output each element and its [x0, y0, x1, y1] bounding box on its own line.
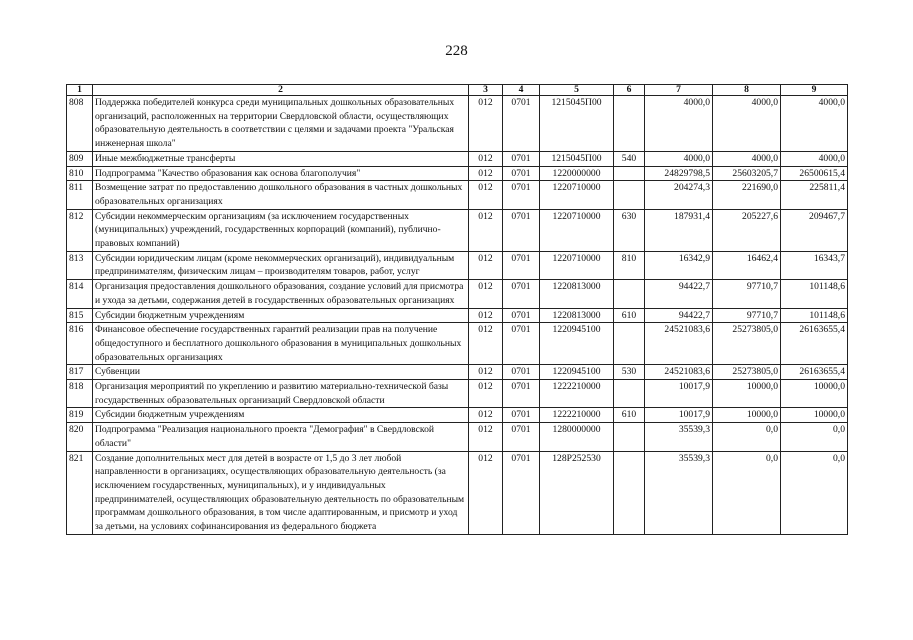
amount-col-8: 16462,4	[713, 251, 781, 279]
admin-code: 012	[469, 96, 503, 152]
amount-col-9: 16343,7	[781, 251, 848, 279]
target-article-code: 1220000000	[540, 166, 614, 181]
admin-code: 012	[469, 451, 503, 534]
header-cell-9: 9	[781, 85, 848, 96]
table-row	[67, 166, 848, 181]
amount-col-8: 4000,0	[713, 151, 781, 166]
row-number: 813	[67, 251, 93, 279]
amount-col-9: 26163655,4	[781, 323, 848, 365]
table-row	[67, 408, 848, 423]
section-code: 0701	[503, 280, 540, 308]
expense-type-code: 810	[614, 251, 645, 279]
expense-type-code	[614, 166, 645, 181]
expense-type-code: 630	[614, 209, 645, 251]
row-name: Субсидии юридическим лицам (кроме некоммерческих организаций), индивидуальным предпринимателям, физическим лицам – производителям товаров, работ, услуг	[93, 251, 469, 279]
target-article-code: 1222210000	[540, 408, 614, 423]
admin-code: 012	[469, 151, 503, 166]
target-article-code: 1220945100	[540, 365, 614, 380]
expense-type-code: 540	[614, 151, 645, 166]
header-row	[67, 85, 848, 96]
admin-code: 012	[469, 280, 503, 308]
amount-col-8: 97710,7	[713, 308, 781, 323]
amount-col-9: 225811,4	[781, 181, 848, 209]
row-number: 817	[67, 365, 93, 380]
section-code: 0701	[503, 451, 540, 534]
amount-col-7: 35539,3	[645, 451, 713, 534]
row-name: Возмещение затрат по предоставлению дошкольного образования в частных дошкольных образовательных организациях	[93, 181, 469, 209]
row-name: Организация мероприятий по укреплению и развитию материально-технической базы государственных образовательных организаций Свердловской области	[93, 380, 469, 408]
amount-col-9: 26163655,4	[781, 365, 848, 380]
amount-col-7: 204274,3	[645, 181, 713, 209]
amount-col-8: 221690,0	[713, 181, 781, 209]
section-code: 0701	[503, 308, 540, 323]
section-code: 0701	[503, 181, 540, 209]
table-row	[67, 308, 848, 323]
amount-col-9: 209467,7	[781, 209, 848, 251]
header-cell-3: 3	[469, 85, 503, 96]
row-number: 815	[67, 308, 93, 323]
amount-col-8: 25273805,0	[713, 365, 781, 380]
section-code: 0701	[503, 209, 540, 251]
admin-code: 012	[469, 380, 503, 408]
row-name: Организация предоставления дошкольного образования, создание условий для присмотра и ухода за детьми, содержания детей в государственных образовательных организациях	[93, 280, 469, 308]
amount-col-8: 0,0	[713, 423, 781, 451]
table-row	[67, 323, 848, 365]
table-row	[67, 451, 848, 534]
table-row	[67, 181, 848, 209]
amount-col-9: 10000,0	[781, 380, 848, 408]
expense-type-code	[614, 96, 645, 152]
row-name: Иные межбюджетные трансферты	[93, 151, 469, 166]
amount-col-9: 26500615,4	[781, 166, 848, 181]
expense-type-code	[614, 451, 645, 534]
amount-col-7: 10017,9	[645, 408, 713, 423]
table-row	[67, 365, 848, 380]
amount-col-7: 94422,7	[645, 280, 713, 308]
amount-col-7: 94422,7	[645, 308, 713, 323]
expense-type-code	[614, 380, 645, 408]
target-article-code: 1220710000	[540, 209, 614, 251]
section-code: 0701	[503, 423, 540, 451]
amount-col-7: 187931,4	[645, 209, 713, 251]
target-article-code: 1220813000	[540, 280, 614, 308]
table-row	[67, 251, 848, 279]
row-name: Субсидии бюджетным учреждениям	[93, 308, 469, 323]
amount-col-8: 205227,6	[713, 209, 781, 251]
amount-col-8: 25603205,7	[713, 166, 781, 181]
section-code: 0701	[503, 380, 540, 408]
amount-col-8: 10000,0	[713, 408, 781, 423]
header-cell-4: 4	[503, 85, 540, 96]
header-cell-5: 5	[540, 85, 614, 96]
amount-col-7: 16342,9	[645, 251, 713, 279]
amount-col-7: 4000,0	[645, 96, 713, 152]
expense-type-code	[614, 423, 645, 451]
target-article-code: 1215045П00	[540, 151, 614, 166]
amount-col-9: 4000,0	[781, 96, 848, 152]
row-number: 810	[67, 166, 93, 181]
table-row	[67, 96, 848, 152]
amount-col-8: 0,0	[713, 451, 781, 534]
amount-col-7: 24521083,6	[645, 323, 713, 365]
amount-col-7: 10017,9	[645, 380, 713, 408]
header-cell-1: 1	[67, 85, 93, 96]
row-number: 809	[67, 151, 93, 166]
amount-col-8: 10000,0	[713, 380, 781, 408]
expense-type-code: 530	[614, 365, 645, 380]
row-name: Подпрограмма "Реализация национального проекта "Демография" в Свердловской области"	[93, 423, 469, 451]
row-name: Финансовое обеспечение государственных гарантий реализации прав на получение общедоступного и бесплатного дошкольного образования в муниципальных дошкольных образовательных организациях	[93, 323, 469, 365]
table-row	[67, 209, 848, 251]
amount-col-8: 97710,7	[713, 280, 781, 308]
amount-col-9: 0,0	[781, 451, 848, 534]
target-article-code: 1280000000	[540, 423, 614, 451]
amount-col-9: 4000,0	[781, 151, 848, 166]
admin-code: 012	[469, 181, 503, 209]
amount-col-8: 25273805,0	[713, 323, 781, 365]
target-article-code: 1220945100	[540, 323, 614, 365]
target-article-code: 1220710000	[540, 181, 614, 209]
section-code: 0701	[503, 96, 540, 152]
row-number: 811	[67, 181, 93, 209]
amount-col-7: 24521083,6	[645, 365, 713, 380]
row-name: Субсидии бюджетным учреждениям	[93, 408, 469, 423]
expense-type-code: 610	[614, 308, 645, 323]
admin-code: 012	[469, 423, 503, 451]
row-name: Субсидии некоммерческим организациям (за исключением государственных (муниципальных) учреждений, государственных корпораций (компаний), публично-правовых компаний)	[93, 209, 469, 251]
table-row	[67, 280, 848, 308]
admin-code: 012	[469, 209, 503, 251]
amount-col-7: 24829798,5	[645, 166, 713, 181]
row-name: Поддержка победителей конкурса среди муниципальных дошкольных образовательных организаций, расположенных на территории Свердловской области, осуществляющих образовательную деятельность в соответствии с целями и задачами проекта "Уральская инженерная школа"	[93, 96, 469, 152]
table-row	[67, 423, 848, 451]
row-number: 812	[67, 209, 93, 251]
section-code: 0701	[503, 251, 540, 279]
target-article-code: 1215045П00	[540, 96, 614, 152]
amount-col-9: 0,0	[781, 423, 848, 451]
table-body	[67, 96, 848, 535]
budget-table	[66, 84, 848, 535]
admin-code: 012	[469, 251, 503, 279]
amount-col-7: 35539,3	[645, 423, 713, 451]
row-name: Подпрограмма "Качество образования как основа благополучия"	[93, 166, 469, 181]
section-code: 0701	[503, 151, 540, 166]
row-number: 818	[67, 380, 93, 408]
header-cell-8: 8	[713, 85, 781, 96]
expense-type-code	[614, 181, 645, 209]
admin-code: 012	[469, 365, 503, 380]
header-cell-7: 7	[645, 85, 713, 96]
target-article-code: 1220813000	[540, 308, 614, 323]
row-number: 816	[67, 323, 93, 365]
section-code: 0701	[503, 323, 540, 365]
admin-code: 012	[469, 323, 503, 365]
amount-col-7: 4000,0	[645, 151, 713, 166]
admin-code: 012	[469, 166, 503, 181]
row-number: 820	[67, 423, 93, 451]
expense-type-code	[614, 280, 645, 308]
expense-type-code	[614, 323, 645, 365]
target-article-code: 1220710000	[540, 251, 614, 279]
target-article-code: 1222210000	[540, 380, 614, 408]
row-number: 821	[67, 451, 93, 534]
header-cell-6: 6	[614, 85, 645, 96]
row-number: 814	[67, 280, 93, 308]
header-cell-2: 2	[93, 85, 469, 96]
page-number: 228	[445, 43, 468, 59]
admin-code: 012	[469, 408, 503, 423]
amount-col-8: 4000,0	[713, 96, 781, 152]
amount-col-9: 10000,0	[781, 408, 848, 423]
table-row	[67, 151, 848, 166]
section-code: 0701	[503, 365, 540, 380]
amount-col-9: 101148,6	[781, 280, 848, 308]
row-number: 819	[67, 408, 93, 423]
expense-type-code: 610	[614, 408, 645, 423]
row-name: Субвенции	[93, 365, 469, 380]
admin-code: 012	[469, 308, 503, 323]
section-code: 0701	[503, 408, 540, 423]
target-article-code: 128P252530	[540, 451, 614, 534]
row-number: 808	[67, 96, 93, 152]
row-name: Создание дополнительных мест для детей в возрасте от 1,5 до 3 лет любой направленности в организациях, осуществляющих образовательную деятельность (за исключением государственных, муниципальных), и у индивидуальных предпринимателей, осуществляющих образовательную деятельность по образовательным программам дошкольного образования, в том числе адаптированным, и присмотр и уход за детьми, на условиях софинансирования из федерального бюджета	[93, 451, 469, 534]
section-code: 0701	[503, 166, 540, 181]
amount-col-9: 101148,6	[781, 308, 848, 323]
table-row	[67, 380, 848, 408]
